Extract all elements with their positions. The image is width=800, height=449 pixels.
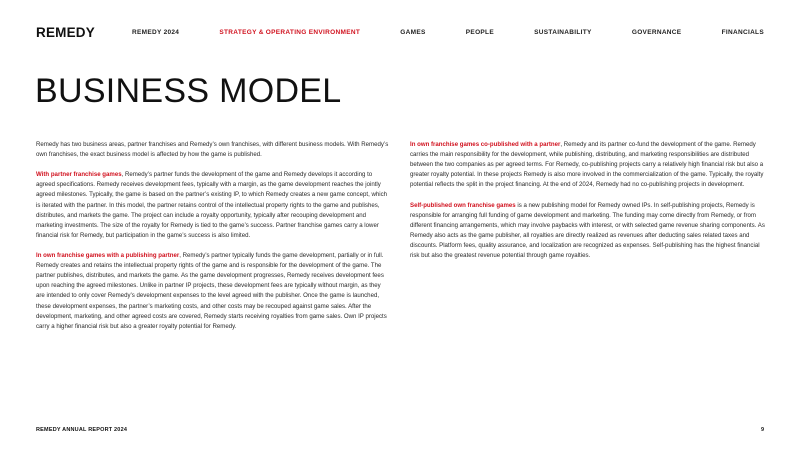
nav-item-remedy-2024[interactable]: REMEDY 2024 [131,28,180,36]
footer-report-name: REMEDY ANNUAL REPORT 2024 [36,427,128,433]
nav-item-strategy[interactable]: STRATEGY & OPERATING ENVIRONMENT [219,28,361,36]
page-title: BUSINESS MODEL [35,72,342,110]
partner-franchise-paragraph [36,170,391,241]
publishing-partner-paragraph [36,251,391,332]
self-published-heading: Self-published own franchise games [410,201,516,209]
nav-list [132,29,764,36]
nav-item-financials[interactable]: FINANCIALS [721,28,764,36]
nav-item-people[interactable]: PEOPLE [465,28,494,36]
intro-paragraph: Remedy has two business areas, partner franchises and Remedy’s own franchises, with different business models. With Remedy’s own franchises, the exact business model is affected by how the game is published. [36,141,389,159]
nav-item-games[interactable]: GAMES [400,28,426,36]
left-column [36,140,391,342]
self-published-paragraph [410,201,765,262]
nav-item-sustainability[interactable]: SUSTAINABILITY [534,28,592,36]
remedy-logo[interactable]: REMEDY [36,24,95,40]
right-column [410,140,765,271]
publishing-partner-heading: In own franchise games with a publishing partner [36,252,180,260]
copublished-paragraph [410,140,765,190]
nav-item-governance[interactable]: GOVERNANCE [631,28,682,36]
top-navigation [36,22,764,42]
copublished-text: , Remedy and its partner co-fund the development of the game. Remedy carries the main responsibility for the development, while publishing, distributing, and marketing responsibilities are distributed between the two companies as per agreed terms. For Remedy, co-publishing projects carry a relatively high financial risk but also a greater royalty potential. In these projects Remedy is also more involved in the commercialization of the game. Typically, the royalty potential reflects the split in the project financing. At the end of 2024, Remedy had no co-publishing projects in development. [410,141,764,189]
self-published-text: is a new publishing model for Remedy owned IPs. In self-publishing projects, Remedy is responsible for arranging full funding of game development and marketing. The funding may come directly from Remedy, or from different financing arrangements, which may involve paybacks with interest, or with selected game revenue sharing components. As Remedy also acts as the game publisher, all royalties are directly realized as revenues after deducting sales related taxes and discounts. Platform fees, quality assurance, and localization are recognized as expenses. Self-publishing has the highest financial risk but also the greatest revenue potential through game royalties. [410,201,765,260]
publishing-partner-text: , Remedy’s partner typically funds the game development, partially or in full. Remedy creates and retains the intellectual property rights of the game and is responsible for the development of the game. The partner publishes, distributes, and markets the game. As the game development progresses, Remedy receives development fees upon reaching the agreed milestones. Unlike in partner IP projects, these development fees are typically without margin, as they are intended to only cover Remedy’s development expenses to the level agreed with the publisher. Once the game is launched, these development expenses, the partner’s marketing costs, and other costs may be recouped against game sales. After the development, marketing, and other agreed costs are covered, Remedy starts receiving royalties from game sales. Own IP projects carry a higher financial risk but also a greater royalty potential for Remedy. [36,252,387,330]
page-number: 9 [760,427,764,433]
copublished-heading: In own franchise games co-published with a partner [410,141,561,148]
partner-franchise-heading: With partner franchise games [36,171,122,179]
partner-franchise-text: , Remedy’s partner funds the development of the game and Remedy develops it according to agreed specifications. Remedy receives development fees, typically with a margin, as the game development reaches the jointly agreed milestones. Typically, the game is based on the partner’s existing IP, to which Remedy creates a new game concept, which is iterated with the partner. In this model, the partner retains control of the intellectual property rights to the game and publishes, distributes, and markets the game. The project can include a royalty opportunity, typically after recouping development and marketing investments. The size of the royalty for Remedy is tied to the game’s success. Partner franchise games carry a lower financial risk for Remedy, but participation in the game’s success is also limited. [36,171,388,239]
